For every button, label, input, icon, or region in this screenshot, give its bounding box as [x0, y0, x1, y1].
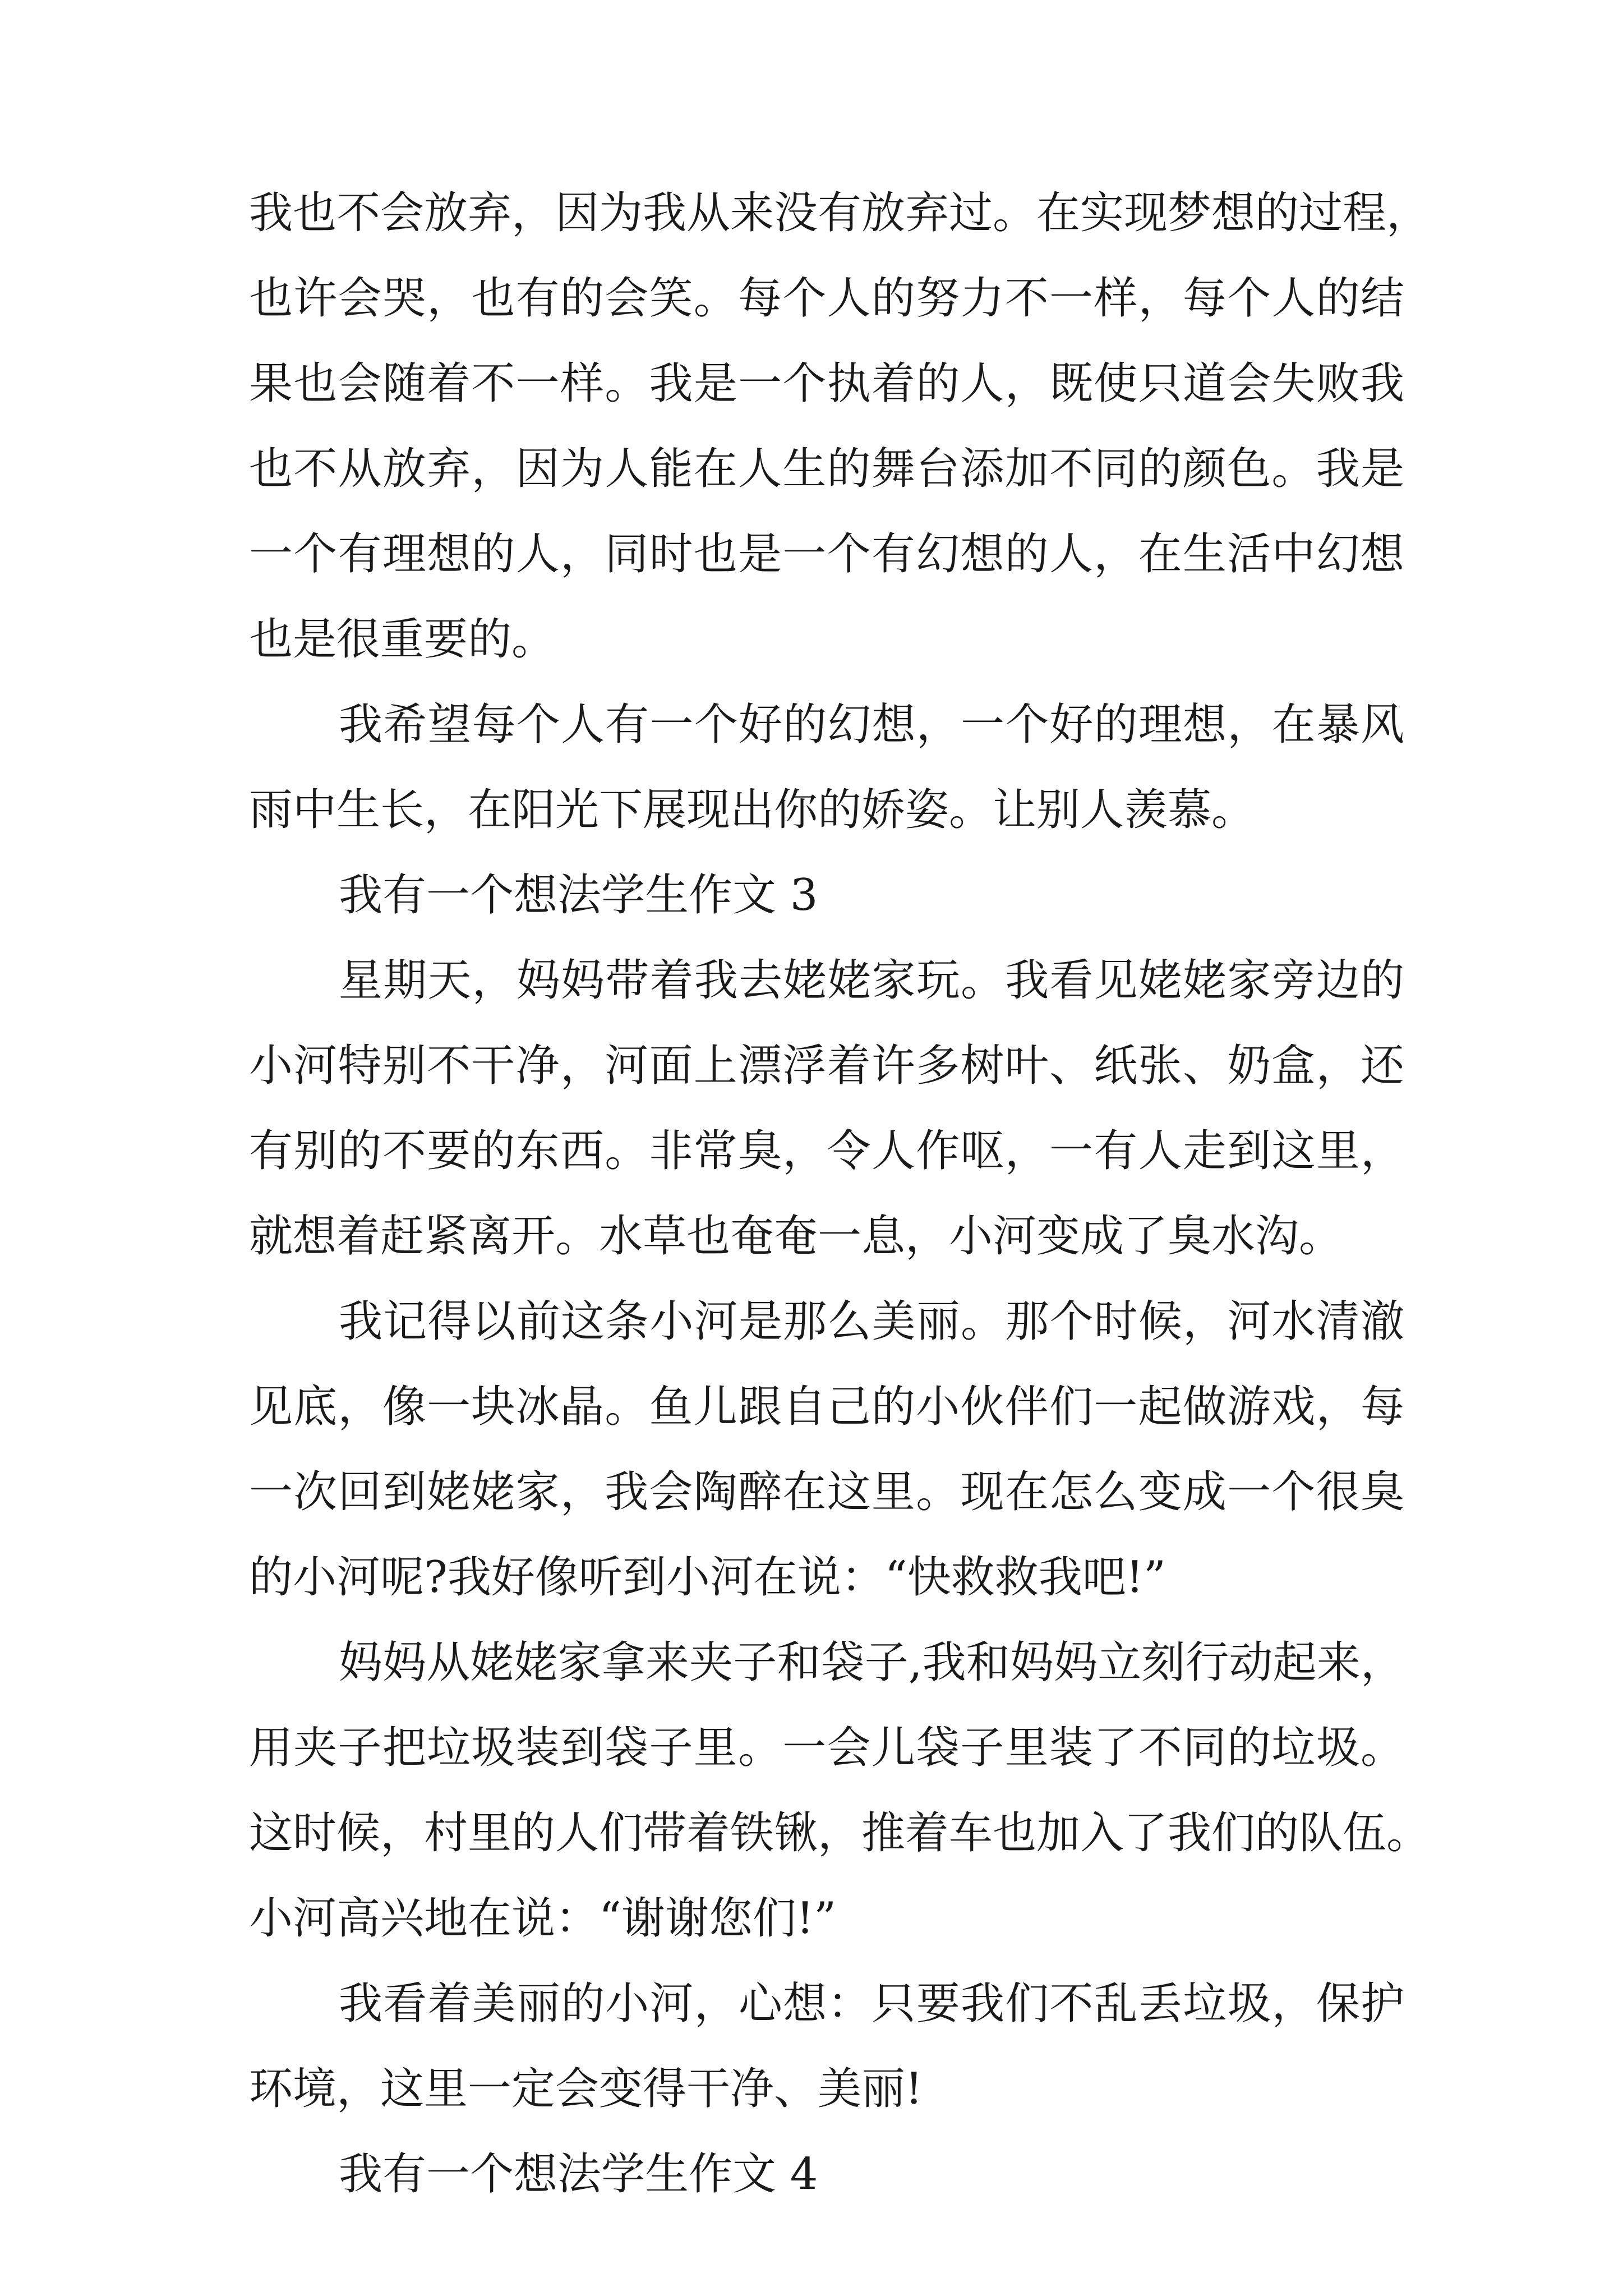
paragraph-line: 的小河呢?我好像听到小河在说：“快救救我吧!”: [249, 1552, 1166, 1603]
paragraph-line: 见底，像一块冰晶。鱼儿跟自己的小伙伴们一起做游戏，每: [249, 1382, 1404, 1432]
paragraph-line: 我记得以前这条小河是那么美丽。那个时候，河水清澈: [339, 1296, 1404, 1347]
paragraph-line: 用夹子把垃圾装到袋子里。一会儿袋子里装了不同的垃圾。: [249, 1723, 1404, 1773]
paragraph-line: 小河高兴地在说：“谢谢您们!”: [249, 1893, 837, 1944]
section-heading: 我有一个想法学生作文 3: [339, 870, 818, 921]
paragraph-line: 星期天，妈妈带着我去姥姥家玩。我看见姥姥家旁边的: [339, 955, 1404, 1006]
paragraph-line: 一个有理想的人，同时也是一个有幻想的人，在生活中幻想: [249, 529, 1404, 579]
paragraph-line: 小河特别不干净，河面上漂浮着许多树叶、纸张、奶盒，还: [249, 1041, 1404, 1091]
paragraph-line: 果也会随着不一样。我是一个执着的人，既使只道会失败我: [249, 358, 1404, 409]
paragraph-line: 我希望每个人有一个好的幻想，一个好的理想，在暴风: [339, 700, 1404, 750]
paragraph-line: 有别的不要的东西。非常臭，令人作呕，一有人走到这里，: [249, 1126, 1404, 1176]
paragraph-line: 雨中生长，在阳光下展现出你的娇姿。让别人羡慕。: [249, 785, 1256, 835]
paragraph-line: 我也不会放弃，因为我从来没有放弃过。在实现梦想的过程，: [249, 188, 1431, 238]
paragraph-line: 妈妈从姥姥家拿来夹子和袋子,我和妈妈立刻行动起来，: [339, 1637, 1404, 1688]
paragraph-line: 这时候，村里的人们带着铁锹，推着车也加入了我们的队伍。: [249, 1808, 1431, 1858]
paragraph-line: 环境，这里一定会变得干净、美丽!: [249, 2064, 923, 2114]
paragraph-line: 也是很重要的。: [249, 614, 556, 665]
paragraph-line: 也不从放弃，因为人能在人生的舞台添加不同的颜色。我是: [249, 444, 1404, 494]
paragraph-line: 就想着赶紧离开。水草也奄奄一息，小河变成了臭水沟。: [249, 1211, 1343, 1262]
paragraph-line: 一次回到姥姥家，我会陶醉在这里。现在怎么变成一个很臭: [249, 1467, 1404, 1517]
paragraph-line: 我看着美丽的小河，心想：只要我们不乱丢垃圾，保护: [339, 1978, 1404, 2029]
section-heading: 我有一个想法学生作文 4: [339, 2149, 818, 2200]
paragraph-line: 也许会哭，也有的会笑。每个人的努力不一样，每个人的结: [249, 273, 1404, 324]
